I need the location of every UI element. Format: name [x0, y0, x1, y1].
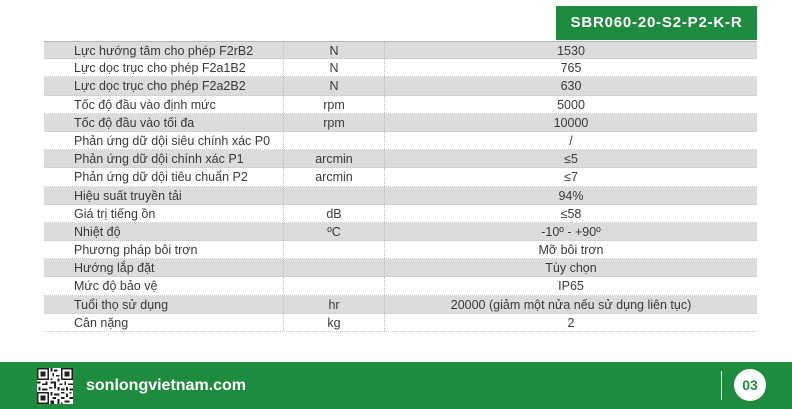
spec-unit: N — [284, 42, 385, 58]
spec-name: Tuổi thọ sử dụng — [44, 296, 284, 313]
spec-name: Phản ứng dữ dội tiêu chuẩn P2 — [44, 168, 284, 185]
spec-unit — [284, 187, 385, 204]
spec-name: Lực dọc trục cho phép F2a1B2 — [44, 59, 284, 76]
spec-value: -10º - +90º — [541, 224, 601, 239]
spec-value: ≤5 — [564, 152, 578, 167]
spec-name: Lực hướng tâm cho phép F2rB2 — [44, 42, 284, 58]
spec-unit: hr — [284, 296, 385, 313]
table-row — [44, 296, 757, 314]
spec-name: Tốc độ đầu vào định mức — [44, 96, 284, 113]
spec-value: / — [569, 133, 573, 148]
table-row — [44, 77, 757, 95]
spec-value: Tùy chọn — [545, 261, 597, 276]
footer-bar — [0, 362, 792, 409]
spec-value: IP65 — [558, 279, 584, 294]
spec-name: Phản ứng dữ dội siêu chính xác P0 — [44, 132, 284, 149]
spec-value: ≤58 — [560, 206, 582, 221]
table-row — [44, 241, 757, 259]
spec-value: 20000 (giảm một nửa nếu sử dụng liên tục) — [450, 297, 692, 312]
table-row — [44, 41, 757, 59]
spec-name: Phương pháp bôi trơn — [44, 241, 284, 258]
spec-name: Hiệu suất truyền tải — [44, 187, 284, 204]
table-row — [44, 114, 757, 132]
spec-value: 1530 — [557, 44, 585, 58]
spec-unit: N — [284, 77, 385, 94]
spec-value: 10000 — [553, 115, 589, 130]
table-row — [44, 259, 757, 277]
table-row — [44, 223, 757, 241]
table-row — [44, 277, 757, 295]
page-number-badge: 03 — [734, 369, 766, 401]
table-row — [44, 314, 757, 332]
spec-name: Cân nặng — [44, 314, 284, 331]
website-link[interactable]: sonlongvietnam.com — [86, 377, 247, 394]
spec-value: ≤7 — [564, 170, 578, 185]
spec-unit — [284, 277, 385, 294]
spec-unit: arcmin — [284, 150, 385, 167]
table-row — [44, 132, 757, 150]
spec-name: Mức độ bảo vệ — [44, 277, 284, 294]
spec-value: Mỡ bôi trơn — [538, 243, 604, 258]
spec-unit — [284, 241, 385, 258]
spec-table — [44, 41, 757, 332]
spec-name: Tốc độ đầu vào tối đa — [44, 114, 284, 131]
spec-value: 765 — [560, 61, 582, 76]
spec-unit: ºC — [284, 223, 385, 240]
spec-unit: N — [284, 59, 385, 76]
spec-name: Giá trị tiếng ồn — [44, 205, 284, 222]
spec-unit: arcmin — [284, 168, 385, 185]
spec-name: Nhiệt độ — [44, 223, 284, 240]
table-row — [44, 59, 757, 77]
spec-unit — [284, 132, 385, 149]
table-row — [44, 150, 757, 168]
table-row — [44, 205, 757, 223]
footer-divider — [721, 371, 722, 400]
table-row — [44, 96, 757, 114]
table-row — [44, 187, 757, 205]
spec-name: Phản ứng dữ dội chính xác P1 — [44, 150, 284, 167]
spec-value: 5000 — [557, 97, 585, 112]
spec-unit: rpm — [284, 96, 385, 113]
qr-code-icon — [37, 368, 73, 404]
spec-unit — [284, 259, 385, 276]
spec-unit: dB — [284, 205, 385, 222]
spec-unit: rpm — [284, 114, 385, 131]
spec-unit: kg — [284, 314, 385, 331]
model-code-tag: SBR060-20-S2-P2-K-R — [556, 6, 757, 40]
spec-name: Hướng lắp đặt — [44, 259, 284, 276]
spec-value: 2 — [567, 315, 575, 330]
spec-value: 94% — [558, 188, 584, 203]
spec-name: Lực dọc trục cho phép F2a2B2 — [44, 77, 284, 94]
table-row — [44, 168, 757, 186]
spec-value: 630 — [560, 79, 582, 94]
